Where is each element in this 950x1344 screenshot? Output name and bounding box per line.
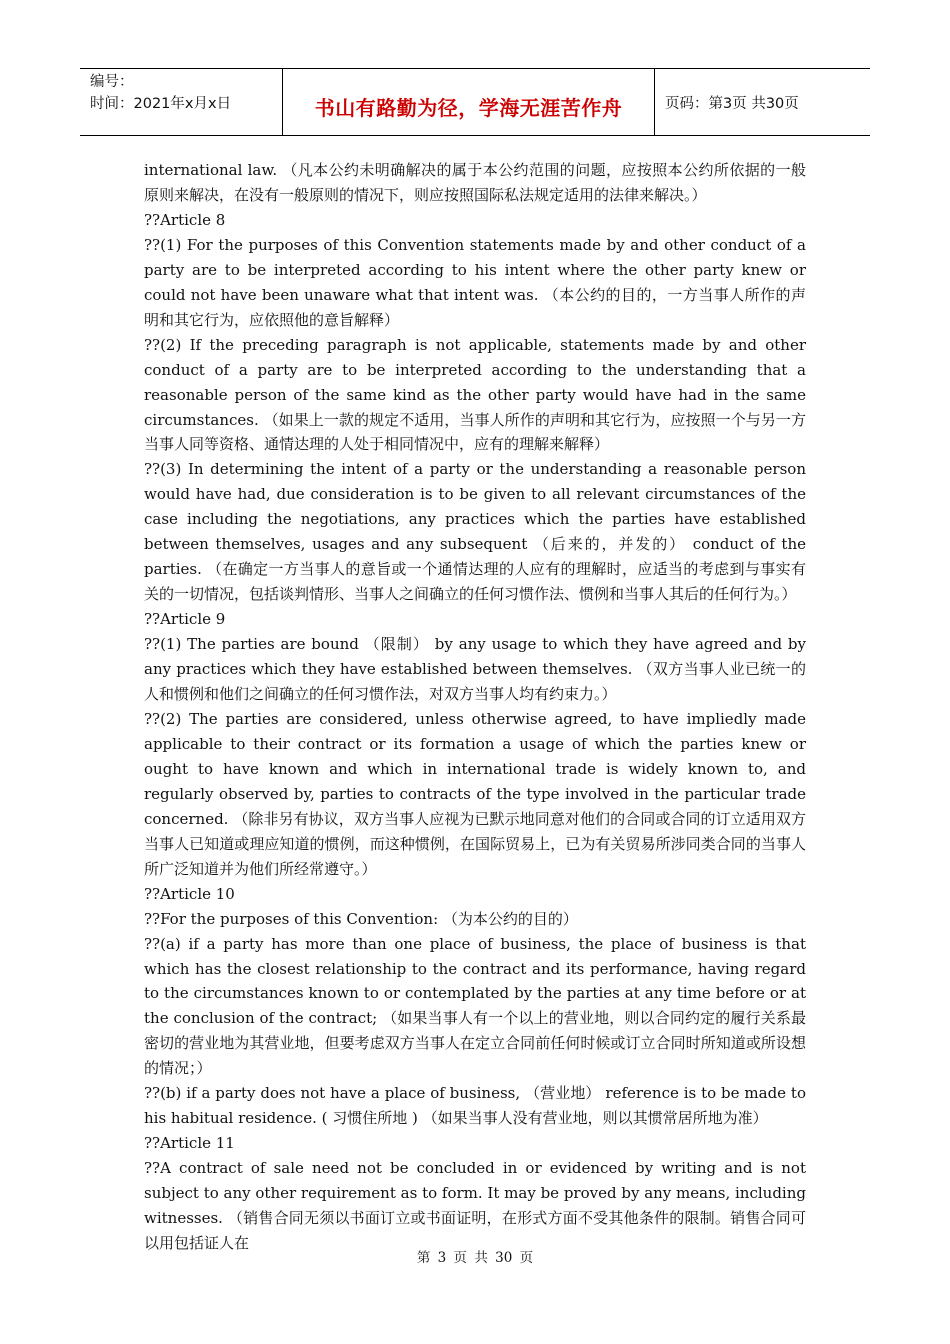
document-body (144, 158, 806, 1256)
paragraph: ??(2) The parties are considered, unless otherwise agreed, to have impliedly made applicable to their contract or its formation a usage of which the parties knew or ought to have known and which in international trade is widely known to, and regularly observed by, parties to contracts of the type involved in the particular trade concerned. （除非另有协议，双方当事人应视为已默示地同意对他们的合同或合同的订立适用双方当事人已知道或理应知道的惯例，而这种惯例，在国际贸易上，已为有关贸易所涉同类合同的当事人所广泛知道并为他们所经常遵守。） (144, 709, 806, 878)
paragraph: ??(2) If the preceding paragraph is not applicable, statements made by and other conduct of a party are to be interpreted according to the understanding that a reasonable person of the same kind as the other party would have had in the same circumstances. （如果上一款的规定不适用，当事人所作的声明和其它行为，应按照一个与另一方当事人同等资格、通情达理的人处于相同情况中，应有的理解来解释） (144, 335, 806, 454)
header-page-info: 页码：第3页 共30页 (665, 95, 799, 112)
article-heading: ??Article 9 (144, 610, 226, 629)
paragraph: ??(b) if a party does not have a place of business, （营业地） reference is to be made to his habitual residence. ( 习惯住所地 ) （如果当事人没有营业地，则以其惯常居所地为准） (144, 1084, 806, 1128)
document-time-label: 时间：2021年x月x日 (90, 96, 232, 112)
paragraph: ??(3) In determining the intent of a party or the understanding a reasonable person would have had, due consideration is to be given to all relevant circumstances of the case including the negotiations, any practices which the parties have established between themselves, usages and any subsequent （后来的，并发的） conduct of the parties. （在确定一方当事人的意旨或一个通情达理的人应有的理解时，应适当的考虑到与事实有关的一切情况，包括谈判情形、当事人之间确立的任何习惯作法、惯例和当事人其后的任何行为。） (144, 460, 806, 604)
article-heading: ??Article 10 (144, 884, 235, 903)
header-page-cell (655, 69, 870, 135)
paragraph: ??A contract of sale need not be concluded in or evidenced by writing and is not subject to any other requirement as to form. It may be proved by any means, including witnesses. （销售合同无须以书面订立或书面证明，在形式方面不受其他条件的限制。销售合同可以用包括证人在 (144, 1159, 806, 1252)
header-meta-cell (80, 69, 283, 135)
footer-page-number: 第 3 页 共 30 页 (416, 1250, 534, 1266)
page-footer (0, 1246, 950, 1266)
page-header (80, 68, 870, 136)
article-heading: ??Article 8 (144, 210, 226, 229)
header-motto: 书山有路勤为径，学海无涯苦作舟 (314, 95, 623, 120)
paragraph: international law. （凡本公约未明确解决的属于本公约范围的问题，应按照本公约所依据的一般原则来解决，在没有一般原则的情况下，则应按照国际私法规定适用的法律来解决。） (144, 161, 806, 204)
paragraph: ??(1) The parties are bound （限制） by any usage to which they have agreed and by any practices which they have established between themselves. （双方当事人业已统一的人和惯例和他们之间确立的任何习惯作法，对双方当事人均有约束力。） (144, 635, 806, 704)
article-heading: ??Article 11 (144, 1134, 235, 1153)
paragraph: ??(1) For the purposes of this Convention statements made by and other conduct of a party are to be interpreted according to his intent where the other party knew or could not have been unaware what that intent was. （本公约的目的，一方当事人所作的声明和其它行为，应依照他的意旨解释） (144, 235, 806, 329)
header-motto-cell (283, 69, 655, 135)
document-number-label: 编号： (90, 74, 134, 90)
paragraph: ??For the purposes of this Convention: （为本公约的目的） (144, 909, 578, 928)
paragraph: ??(a) if a party has more than one place of business, the place of business is that which has the closest relationship to the contract and its performance, having regard to the circumstances known to or contemplated by the parties at any time before or at the conclusion of the contract; （如果当事人有一个以上的营业地，则以合同约定的履行关系最密切的营业地为其营业地，但要考虑双方当事人在定立合同前任何时候或订立合同时所知道或所设想的情况；） (144, 934, 806, 1078)
